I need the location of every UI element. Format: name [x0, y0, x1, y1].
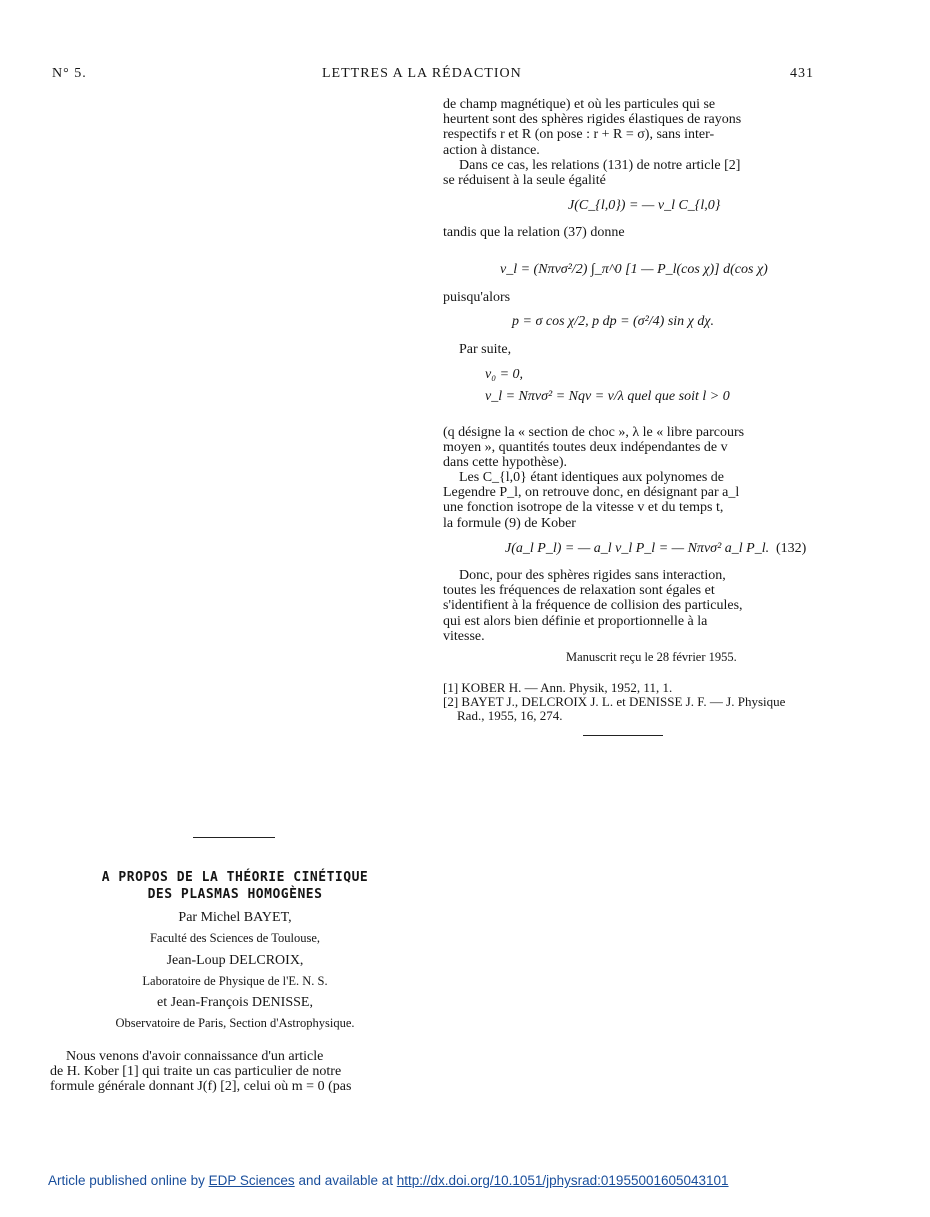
text-line: respectifs r et R (on pose : r + R = σ), sans inter-	[443, 127, 715, 143]
reference-item: Rad., 1955, 16, 274.	[457, 708, 563, 723]
running-title: LETTRES A LA RÉDACTION	[322, 66, 522, 81]
doi-link[interactable]: http://dx.doi.org/10.1051/jphysrad:01955001605043101	[396, 1173, 729, 1188]
text-line: la formule (9) de Kober	[443, 515, 576, 531]
section-rule	[193, 837, 275, 838]
footer-notice	[48, 1173, 729, 1188]
text-line: une fonction isotrope de la vitesse v et du temps t,	[443, 500, 724, 516]
paragraph-conclusion	[443, 568, 813, 644]
paragraph-continuation	[443, 97, 813, 158]
text-line: dans cette hypothèse).	[443, 455, 568, 471]
reference-item: [1] KOBER H. — Ann. Physik, 1952, 11, 1.	[443, 680, 673, 695]
paragraph-relations	[443, 158, 813, 188]
equation-2: ν_l = (Nπvσ²/2) ∫_π^0 [1 — P_l(cos χ)] d(cos χ)	[500, 262, 768, 277]
text-line: action à distance.	[443, 142, 540, 158]
author-3: et Jean-François DENISSE,	[157, 995, 313, 1010]
received-date: Manuscrit reçu le 28 février 1955.	[566, 650, 737, 664]
text-line: se réduisent à la seule égalité	[443, 173, 606, 189]
end-rule	[583, 735, 663, 736]
text-line: heurtent sont des sphères rigides élastiques de rayons	[443, 112, 742, 128]
text-line: formule générale donnant J(f) [2], celui où m = 0 (pas	[50, 1079, 352, 1095]
equation-5: J(a_l P_l) = — a_l ν_l P_l = — Nπvσ² a_l P_l.	[505, 541, 770, 556]
text-line: Les C_{l,0} étant identiques aux polynomes de	[459, 470, 725, 485]
author-1: Par Michel BAYET,	[178, 910, 292, 925]
text-line: s'identifient à la fréquence de collision des particules,	[443, 598, 743, 614]
page-number: 431	[790, 66, 814, 81]
author-2: Jean-Loup DELCROIX,	[166, 953, 304, 968]
article-title-line2: DES PLASMAS HOMOGÈNES	[147, 887, 323, 902]
text-line-par-suite: Par suite,	[459, 342, 512, 357]
text-line: Donc, pour des sphères rigides sans interaction,	[459, 568, 726, 583]
reference-item: [2] BAYET J., DELCROIX J. L. et DENISSE J. F. — J. Physique	[443, 694, 786, 709]
text-line: qui est alors bien définie et proportionnelle à la	[443, 613, 708, 629]
text-line: vitesse.	[443, 628, 485, 644]
article-title-line1: A PROPOS DE LA THÉORIE CINÉTIQUE	[101, 870, 369, 885]
equation-3: p = σ cos χ/2, p dp = (σ²/4) sin χ dχ.	[512, 314, 714, 329]
issue-number: N° 5.	[52, 66, 87, 81]
text-line: Dans ce cas, les relations (131) de notre article [2]	[459, 158, 741, 173]
equation-4b: ν_l = Nπvσ² = Nqv = v/λ quel que soit l > 0	[485, 389, 730, 404]
paragraph-definitions	[443, 425, 813, 471]
equation-5-number: (132)	[776, 541, 807, 556]
publisher-link[interactable]: EDP Sciences	[208, 1173, 295, 1188]
intro-paragraph	[50, 1049, 420, 1095]
affiliation-2: Laboratoire de Physique de l'E. N. S.	[142, 974, 328, 988]
footer-middle: and available at	[298, 1173, 394, 1188]
text-line-puisque: puisqu'alors	[443, 290, 511, 305]
text-line: moyen », quantités toutes deux indépendantes de v	[443, 440, 728, 456]
text-line: de champ magnétique) et où les particules qui se	[443, 97, 716, 112]
references	[443, 681, 818, 723]
text-line: toutes les fréquences de relaxation sont égales et	[443, 583, 715, 599]
paragraph-legendre	[443, 470, 813, 531]
equation-4a: ν₀ = 0,	[485, 367, 524, 382]
equation-1: J(C_{l,0}) = — ν_l C_{l,0}	[568, 198, 721, 213]
affiliation-1: Faculté des Sciences de Toulouse,	[149, 931, 321, 945]
text-line: Nous venons d'avoir connaissance d'un article	[66, 1049, 324, 1064]
text-line-tandis: tandis que la relation (37) donne	[443, 225, 625, 240]
footer-prefix: Article published online by	[48, 1173, 205, 1188]
text-line: (q désigne la « section de choc », λ le « libre parcours	[443, 425, 745, 440]
text-line: Legendre P_l, on retrouve donc, en désignant par a_l	[443, 485, 740, 501]
text-line: de H. Kober [1] qui traite un cas particulier de notre	[50, 1064, 342, 1080]
affiliation-3: Observatoire de Paris, Section d'Astrophysique.	[115, 1016, 355, 1030]
